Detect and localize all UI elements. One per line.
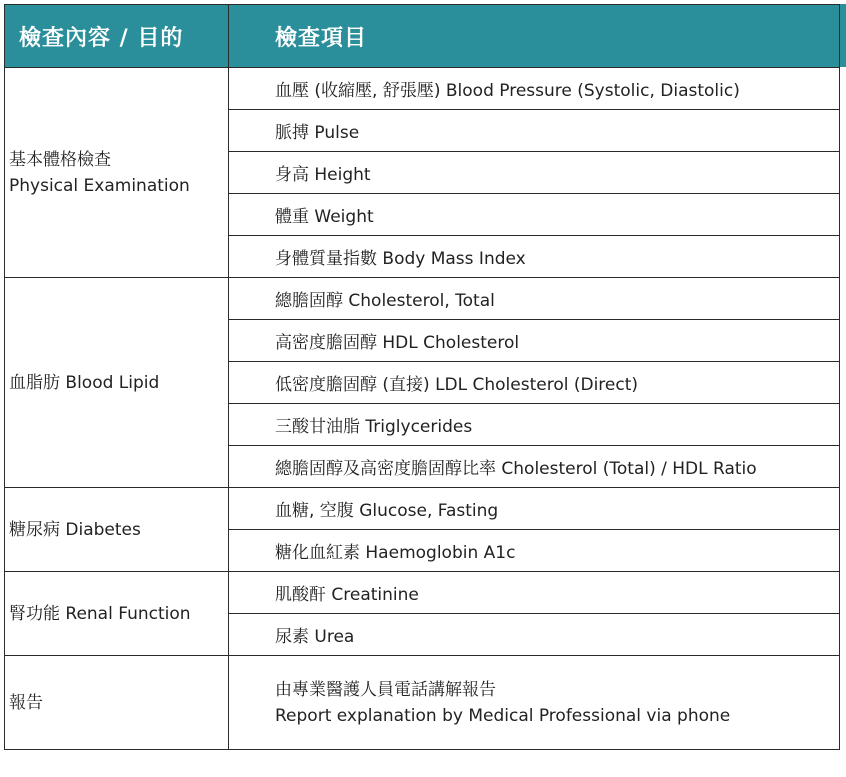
table-row	[5, 68, 840, 110]
item-total-cholesterol: 總膽固醇 Cholesterol, Total	[229, 278, 840, 320]
item-triglycerides: 三酸甘油脂 Triglycerides	[229, 404, 840, 446]
item-creatinine: 肌酸酐 Creatinine	[229, 572, 840, 614]
item-blood-pressure: 血壓 (收縮壓, 舒張壓) Blood Pressure (Systolic, Diastolic)	[229, 68, 840, 110]
header-category: 檢查內容 / 目的	[5, 5, 229, 68]
category-label: 報告	[9, 692, 43, 713]
category-label: 血脂肪 Blood Lipid	[9, 372, 160, 393]
table-row	[5, 488, 840, 530]
item-report-explanation	[229, 656, 840, 750]
category-label-en: Physical Examination	[9, 175, 190, 196]
item-urea: 尿素 Urea	[229, 614, 840, 656]
category-diabetes	[5, 488, 229, 572]
item-weight: 體重 Weight	[229, 194, 840, 236]
category-label: 腎功能 Renal Function	[9, 603, 191, 624]
category-label: 糖尿病 Diabetes	[9, 519, 141, 540]
item-height: 身高 Height	[229, 152, 840, 194]
category-physical-examination	[5, 68, 229, 278]
report-label-en: Report explanation by Medical Professional via phone	[275, 705, 731, 726]
category-label-zh: 基本體格檢查	[9, 149, 111, 170]
header-items: 檢查項目	[229, 5, 840, 68]
table-row	[5, 278, 840, 320]
table-row	[5, 656, 840, 750]
item-hdl-cholesterol: 高密度膽固醇 HDL Cholesterol	[229, 320, 840, 362]
category-blood-lipid	[5, 278, 229, 488]
item-haemoglobin-a1c: 糖化血紅素 Haemoglobin A1c	[229, 530, 840, 572]
category-report	[5, 656, 229, 750]
table-row	[5, 572, 840, 614]
report-label-zh: 由專業醫護人員電話講解報告	[275, 679, 496, 700]
item-fasting-glucose: 血糖, 空腹 Glucose, Fasting	[229, 488, 840, 530]
item-ldl-cholesterol: 低密度膽固醇 (直接) LDL Cholesterol (Direct)	[229, 362, 840, 404]
header-accent-strip	[839, 4, 846, 67]
item-bmi: 身體質量指數 Body Mass Index	[229, 236, 840, 278]
item-pulse: 脈搏 Pulse	[229, 110, 840, 152]
category-renal-function	[5, 572, 229, 656]
item-cholesterol-hdl-ratio: 總膽固醇及高密度膽固醇比率 Cholesterol (Total) / HDL Ratio	[229, 446, 840, 488]
checkup-items-table	[4, 4, 840, 750]
table-header-row	[5, 5, 840, 68]
